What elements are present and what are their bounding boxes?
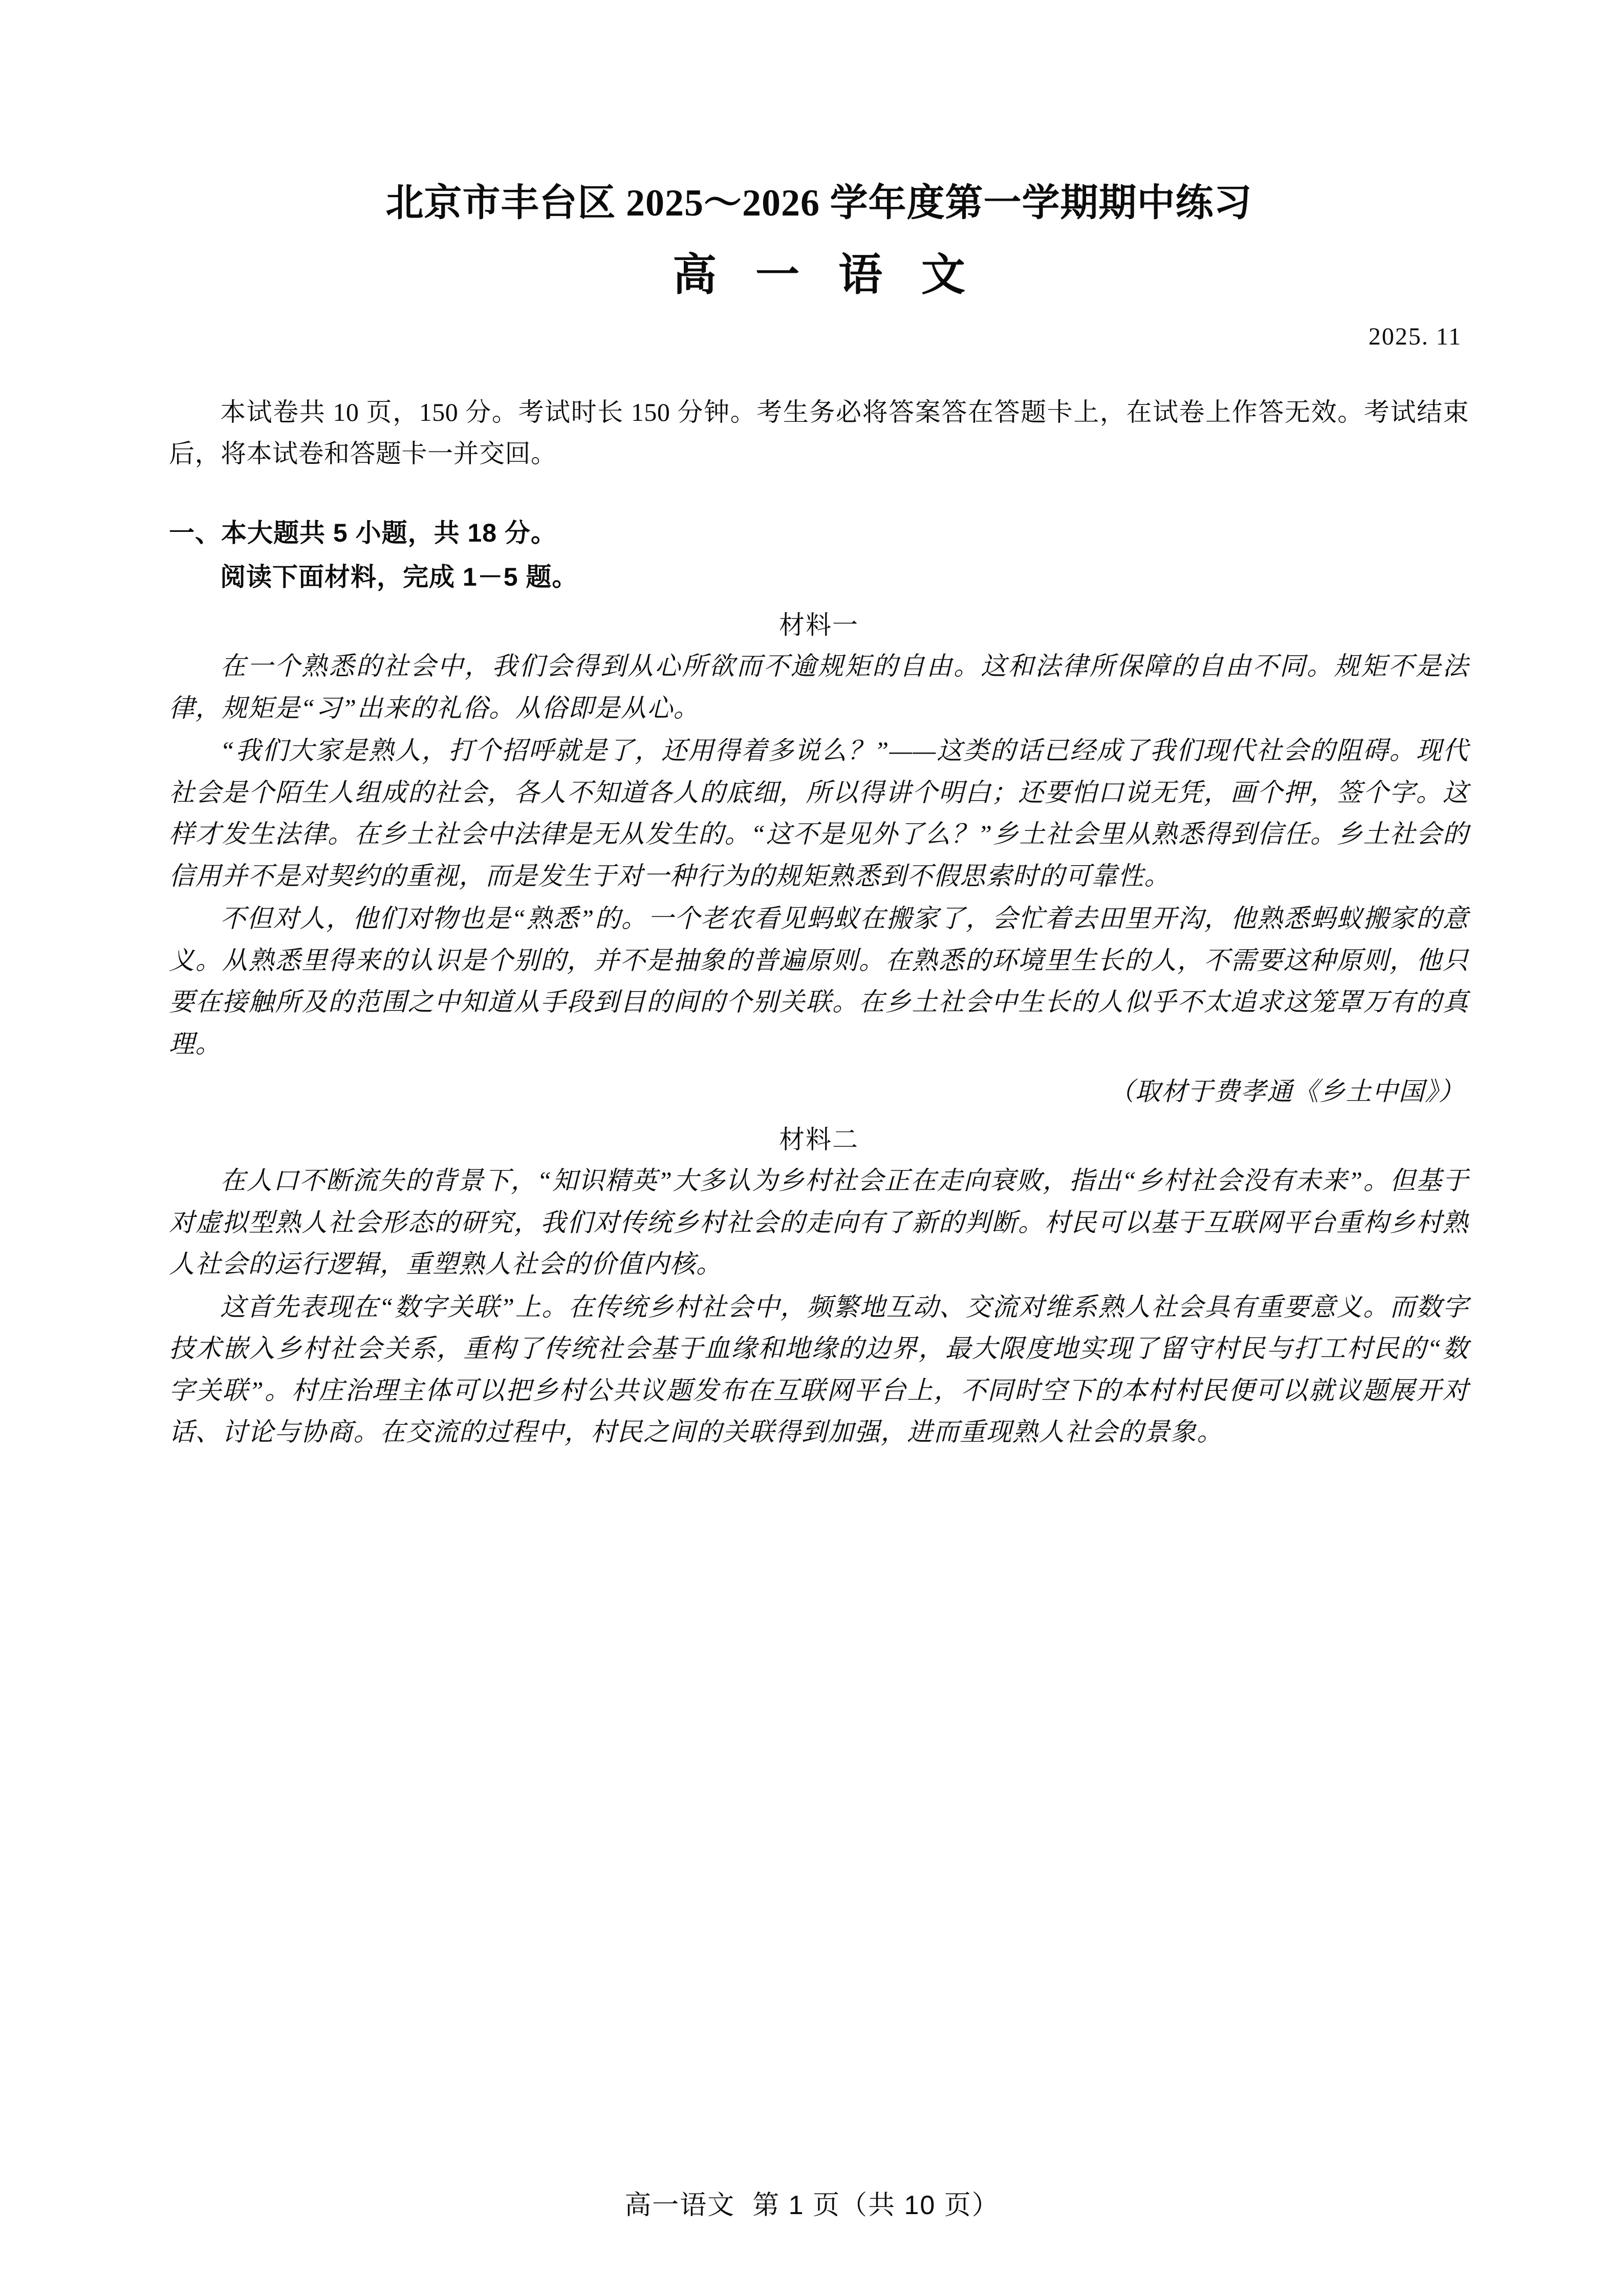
exam-date: 2025. 11 bbox=[1368, 323, 1462, 351]
footer-page-label: 第 1 页（共 10 页） bbox=[752, 2190, 1000, 2220]
section-one-heading: 一、本大题共 5 小题，共 18 分。 bbox=[169, 519, 557, 548]
material-two-paragraph: 这首先表现在“数字关联”上。在传统乡村社会中，频繁地互动、交流对维系熟人社会具有重要意义。而数字技术嵌入乡村社会关系，重构了传统社会基于血缘和地缘的边界，最大限度地实现了留守村民与打工村民的“数字关联”。村庄治理主体可以把乡村公共议题发布在互联网平台上，不同时空下的本村村民便可以就议题展开对话、讨论与协商。在交流的过程中，村民之间的关联得到加强，进而重现熟人社会的景象。 bbox=[169, 1292, 1469, 1447]
material-one-attribution: （取材于费孝通《乡土中国》） bbox=[1109, 1077, 1465, 1106]
material-two-paragraph: 在人口不断流失的背景下，“知识精英”大多认为乡村社会正在走向衰败，指出“乡村社会没有未来”。但基于对虚拟型熟人社会形态的研究，我们对传统乡村社会的走向有了新的判断。村民可以基于互联网平台重构乡村熟人社会的运行逻辑，重塑熟人社会的价值内核。 bbox=[169, 1166, 1469, 1279]
page-content bbox=[169, 0, 1469, 1453]
material-one-label: 材料一 bbox=[779, 611, 859, 640]
section-one-subheading: 阅读下面材料，完成 1－5 题。 bbox=[220, 563, 578, 592]
material-one-paragraph: “我们大家是熟人，打个招呼就是了，还用得着多说么？”——这类的话已经成了我们现代社会的阻碍。现代社会是个陌生人组成的社会，各人不知道各人的底细，所以得讲个明白；还要怕口说无凭，画个押，签个字。这样才发生法律。在乡土社会中法律是无从发生的。“这不是见外了么？”乡土社会里从熟悉得到信任。乡土社会的信用并不是对契约的重视，而是发生于对一种行为的规矩熟悉到不假思索时的可靠性。 bbox=[169, 736, 1469, 890]
exam-instructions: 本试卷共 10 页，150 分。考试时长 150 分钟。考生务必将答案答在答题卡上，在试卷上作答无效。考试结束后，将本试卷和答题卡一并交回。 bbox=[169, 398, 1469, 468]
material-one-paragraph: 在一个熟悉的社会中，我们会得到从心所欲而不逾规矩的自由。这和法律所保障的自由不同。规矩不是法律，规矩是“习”出来的礼俗。从俗即是从心。 bbox=[169, 652, 1469, 722]
subject-title: 高 一 语 文 bbox=[673, 250, 979, 300]
page-footer bbox=[0, 2190, 1624, 2221]
material-two-label: 材料二 bbox=[779, 1125, 859, 1154]
page-title: 北京市丰台区 2025～2026 学年度第一学期期中练习 bbox=[385, 182, 1252, 224]
footer-subject: 高一语文 bbox=[624, 2190, 735, 2220]
material-one-paragraph: 不但对人，他们对物也是“熟悉”的。一个老农看见蚂蚁在搬家了，会忙着去田里开沟，他熟悉蚂蚁搬家的意义。从熟悉里得来的认识是个别的，并不是抽象的普遍原则。在熟悉的环境里生长的人，不需要这种原则，他只要在接触所及的范围之中知道从手段到目的间的个别关联。在乡土社会中生长的人似乎不太追求这笼罩万有的真理。 bbox=[169, 904, 1469, 1058]
